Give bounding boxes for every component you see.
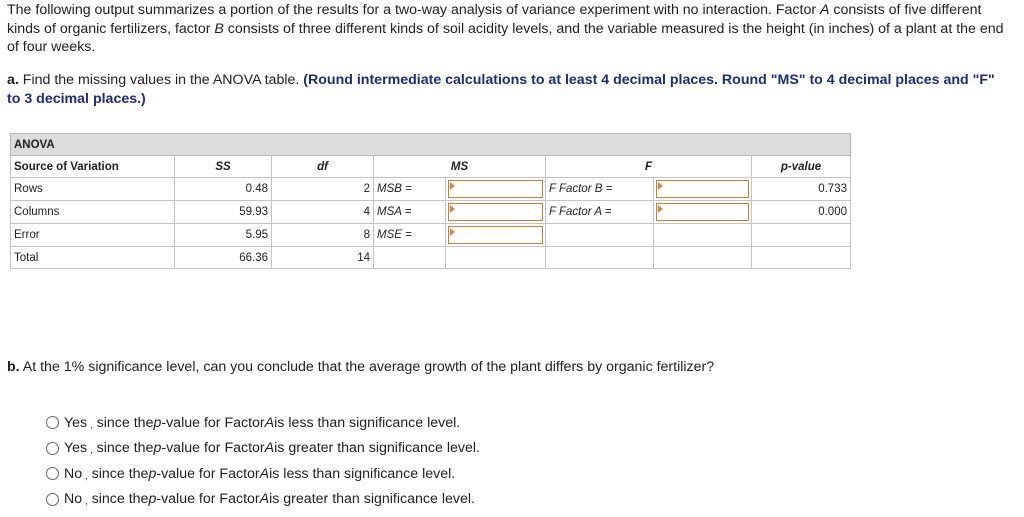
option-factor-symbol: A (259, 491, 270, 508)
option-separator: , (90, 419, 93, 430)
option-text: since the (91, 491, 149, 508)
row-source: Error (11, 224, 175, 247)
option-text: is less than significance level. (274, 414, 461, 431)
row-source: Total (11, 247, 175, 269)
table-row (11, 201, 851, 224)
table-title: ANOVA (11, 134, 851, 156)
option-answer: No (64, 491, 83, 508)
part-b-text: At the 1% significance level, can you conclude that the average growth of the plant differs by organic fertilizer? (19, 359, 715, 375)
mse-label: MSE = (374, 224, 446, 247)
option-text: since the (96, 414, 154, 431)
answer-option[interactable] (46, 436, 480, 462)
header-df: df (272, 156, 374, 178)
row-source: Columns (11, 201, 175, 224)
f-factor-b-label: F Factor B = (546, 178, 654, 201)
row-df: 2 (272, 178, 374, 201)
msa-input[interactable] (448, 203, 543, 221)
header-source: Source of Variation (11, 156, 175, 178)
table-row (11, 224, 851, 247)
intro-text: The following output summarizes a portion of the results for a two-way analysis of variance experiment with no interaction. Factor (7, 2, 821, 18)
answer-option[interactable] (46, 410, 480, 436)
row-p-value: 0.000 (752, 201, 851, 224)
option-answer: Yes (64, 414, 88, 431)
f-factor-b-input-cell (654, 178, 752, 201)
header-p-value: p-value (752, 156, 851, 178)
intro-text: consists of five different kinds of organic fertilizers, factor (7, 2, 982, 37)
option-answer: Yes (64, 440, 88, 457)
option-text: is greater than significance level. (274, 440, 480, 457)
part-b-question (7, 359, 714, 375)
mse-input[interactable] (448, 226, 543, 244)
part-a-prompt (7, 71, 1012, 108)
msa-label: MSA = (374, 201, 446, 224)
f-factor-a-input-cell (654, 201, 752, 224)
empty-cell (752, 224, 851, 247)
part-a-text: Find the missing values in the ANOVA table. (18, 72, 304, 88)
option-p-symbol: p (153, 414, 162, 431)
option-text: -value for Factor (161, 440, 265, 457)
factor-a-symbol: A (820, 2, 830, 18)
table-header-row (11, 156, 851, 178)
header-ss: SS (175, 156, 272, 178)
option-p-symbol: p (148, 465, 157, 482)
row-df: 8 (272, 224, 374, 247)
msa-input-cell (446, 201, 546, 224)
option-factor-symbol: A (264, 440, 275, 457)
option-text: -value for Factor (156, 465, 260, 482)
row-ss: 5.95 (175, 224, 272, 247)
part-a-label: a. (7, 72, 19, 88)
option-text: is greater than significance level. (269, 491, 475, 508)
option-answer: No (64, 465, 83, 482)
empty-cell (546, 224, 654, 247)
option-text: -value for Factor (161, 414, 265, 431)
f-factor-a-label: F Factor A = (546, 201, 654, 224)
row-ss: 66.36 (175, 247, 272, 269)
row-df: 4 (272, 201, 374, 224)
part-b-label: b. (7, 359, 20, 375)
option-text: since the (96, 440, 154, 457)
problem-intro (7, 1, 1012, 57)
msb-input[interactable] (448, 180, 543, 198)
option-factor-symbol: A (264, 414, 275, 431)
f-factor-a-input[interactable] (656, 203, 749, 221)
answer-option[interactable] (46, 461, 480, 487)
empty-cell (446, 247, 546, 269)
anova-table (10, 133, 851, 269)
radio-button[interactable] (46, 442, 59, 455)
option-p-symbol: p (148, 491, 157, 508)
rounding-instruction: (Round intermediate calculations to at least 4 decimal places. Round "MS" to 4 decimal places and "F" to 3 decimal places.) (7, 72, 995, 107)
option-separator: , (90, 445, 93, 456)
empty-cell (654, 224, 752, 247)
msb-label: MSB = (374, 178, 446, 201)
intro-text: consists of three different kinds of soil acidity levels, and the variable measured is the height (in inches) of a plant at the end of four weeks. (7, 20, 1004, 55)
option-text: is less than significance level. (269, 465, 456, 482)
table-row (11, 247, 851, 269)
row-df: 14 (272, 247, 374, 269)
option-text: since the (91, 465, 149, 482)
option-separator: , (85, 470, 88, 481)
answer-option[interactable] (46, 487, 480, 513)
table-row (11, 178, 851, 201)
empty-cell (752, 247, 851, 269)
header-ms: MS (374, 156, 546, 178)
factor-b-symbol: B (214, 20, 224, 37)
empty-cell (374, 247, 446, 269)
option-separator: , (85, 496, 88, 507)
radio-button[interactable] (46, 467, 59, 480)
empty-cell (546, 247, 654, 269)
header-f: F (546, 156, 752, 178)
row-ss: 0.48 (175, 178, 272, 201)
option-factor-symbol: A (259, 465, 270, 482)
row-p-value: 0.733 (752, 178, 851, 201)
radio-button[interactable] (46, 416, 59, 429)
row-source: Rows (11, 178, 175, 201)
empty-cell (654, 247, 752, 269)
option-p-symbol: p (153, 440, 162, 457)
answer-options (46, 410, 480, 512)
radio-button[interactable] (46, 493, 59, 506)
msb-input-cell (446, 178, 546, 201)
f-factor-b-input[interactable] (656, 180, 749, 198)
option-text: -value for Factor (156, 491, 260, 508)
mse-input-cell (446, 224, 546, 247)
row-ss: 59.93 (175, 201, 272, 224)
